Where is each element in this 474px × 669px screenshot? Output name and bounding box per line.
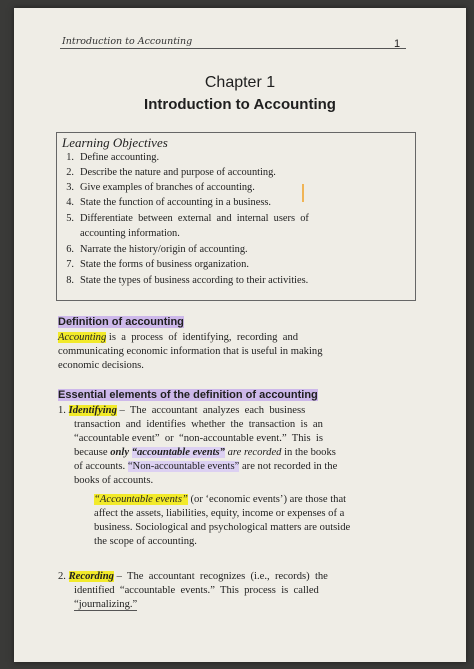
objective-item: 5. Differentiate between external and internal users of xyxy=(66,213,309,224)
essential-item-1-line: books of accounts. xyxy=(74,475,154,486)
orange-pen-mark xyxy=(302,184,304,202)
essential-item-1-line: 1. Identifying – The accountant analyzes each business xyxy=(58,405,306,416)
objective-item: 8. State the types of business according to their activities. xyxy=(66,275,309,286)
running-header: Introduction to Accounting xyxy=(62,36,193,47)
page-number: 1 xyxy=(394,38,401,50)
essential-item-1-line: because only “accountable events” are recorded in the books xyxy=(74,447,336,458)
chapter-label: Chapter 1 xyxy=(204,74,276,91)
definition-heading: Definition of accounting xyxy=(58,316,184,328)
learning-objectives-heading: Learning Objectives xyxy=(62,135,168,150)
objective-item: accounting information. xyxy=(80,228,180,239)
essential-item-1-para2: the scope of accounting. xyxy=(94,536,197,547)
essential-heading: Essential elements of the definition of accounting xyxy=(58,389,318,401)
objective-item: 3. Give examples of branches of accounting. xyxy=(66,182,255,193)
essential-item-1-para2: affect the assets, liabilities, equity, income or expenses of a xyxy=(94,508,345,519)
essential-item-2-line: identified “accountable events.” This process is called xyxy=(74,585,319,596)
essential-item-1-para2: “Accountable events” (or ‘economic events’) are those that xyxy=(94,494,347,505)
essential-item-1-line: transaction and identifies whether the transaction is an xyxy=(74,419,323,430)
definition-line: communicating economic information that is useful in making xyxy=(58,346,323,357)
objective-item: 6. Narrate the history/origin of accounting. xyxy=(66,244,248,255)
objective-item: 2. Describe the nature and purpose of accounting. xyxy=(66,167,276,178)
objective-item: 4. State the function of accounting in a business. xyxy=(66,197,272,208)
objective-item: 1. Define accounting. xyxy=(66,152,160,163)
objective-item: 7. State the forms of business organization. xyxy=(66,259,249,270)
header-rule xyxy=(60,48,406,49)
essential-item-2-line: 2. Recording – The accountant recognizes (i.e., records) the xyxy=(58,571,328,582)
essential-item-1-para2: business. Sociological and psychological matters are outside xyxy=(94,522,351,533)
definition-line: economic decisions. xyxy=(58,360,144,371)
chapter-title: Introduction to Accounting xyxy=(144,96,336,113)
textbook-page xyxy=(14,8,466,662)
definition-line: Accounting is a process of identifying, recording and xyxy=(58,332,299,343)
essential-item-1-line: of accounts. “Non-accountable events” are not recorded in the xyxy=(74,461,338,472)
essential-item-2-line: “journalizing.” xyxy=(74,599,138,610)
essential-item-1-line: “accountable event” or “non-accountable event.” This is xyxy=(74,433,323,444)
